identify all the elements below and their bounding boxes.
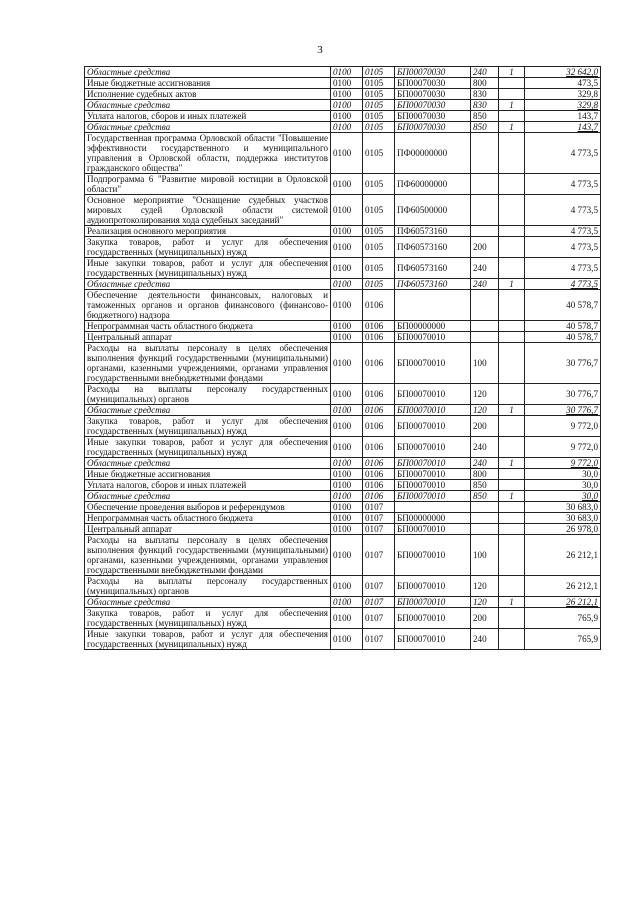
subsection-code-cell: 0107 [363,513,395,524]
expense-type-cell: 240 [471,279,499,290]
target-article-cell: БП00070030 [395,89,471,100]
amount-cell: 4 773,5 [525,258,601,279]
target-article-cell: БП00070010 [395,629,471,650]
table-row [85,469,601,480]
target-article-cell: БП00070010 [395,469,471,480]
row-name-cell: Иные закупки товаров, работ и услуг для обеспечения государственных (муниципальных) нужд [85,629,331,650]
amount-cell: 4 773,5 [525,195,601,226]
table-row [85,491,601,502]
row-name-cell: Уплата налогов, сборов и иных платежей [85,111,331,122]
funding-source-cell: 1 [499,100,525,111]
section-code-cell: 0100 [331,416,363,437]
funding-source-cell: 1 [499,597,525,608]
row-name-cell: Областные средства [85,122,331,133]
table-row [85,226,601,237]
funding-source-cell [499,513,525,524]
section-code-cell: 0100 [331,608,363,629]
row-name-cell: Расходы на выплаты персоналу государственных (муниципальных) органов [85,576,331,597]
table-row [85,89,601,100]
expense-type-cell [471,195,499,226]
expense-type-cell: 850 [471,491,499,502]
row-name-cell: Непрограммная часть областного бюджета [85,513,331,524]
section-code-cell: 0100 [331,437,363,458]
amount-cell: 32 642,0 [525,67,601,78]
expense-type-cell: 120 [471,405,499,416]
expense-type-cell: 850 [471,480,499,491]
funding-source-cell [499,195,525,226]
section-code-cell: 0100 [331,111,363,122]
subsection-code-cell: 0106 [363,343,395,384]
section-code-cell: 0100 [331,524,363,535]
subsection-code-cell: 0107 [363,576,395,597]
row-name-cell: Непрограммная часть областного бюджета [85,321,331,332]
table-row [85,290,601,321]
table-row [85,524,601,535]
table-row [85,279,601,290]
row-name-cell: Обеспечение проведения выборов и референдумов [85,502,331,513]
subsection-code-cell: 0105 [363,133,395,174]
row-name-cell: Уплата налогов, сборов и иных платежей [85,480,331,491]
section-code-cell: 0100 [331,458,363,469]
subsection-code-cell: 0105 [363,67,395,78]
target-article-cell: БП00070010 [395,480,471,491]
row-name-cell: Расходы на выплаты персоналу в целях обеспечения выполнения функций государственными (муниципальными) органами, казенными учреждениями, органами управления государственными внебюджетными фондами [85,343,331,384]
table-row [85,174,601,195]
row-name-cell: Иные бюджетные ассигнования [85,78,331,89]
table-row [85,597,601,608]
funding-source-cell: 1 [499,67,525,78]
amount-cell: 26 212,1 [525,597,601,608]
expense-type-cell [471,513,499,524]
funding-source-cell [499,524,525,535]
amount-cell: 329,8 [525,89,601,100]
amount-cell: 30 776,7 [525,405,601,416]
row-name-cell: Областные средства [85,597,331,608]
section-code-cell: 0100 [331,195,363,226]
subsection-code-cell: 0106 [363,384,395,405]
funding-source-cell [499,576,525,597]
subsection-code-cell: 0105 [363,237,395,258]
subsection-code-cell: 0106 [363,458,395,469]
subsection-code-cell: 0105 [363,258,395,279]
table-row [85,343,601,384]
target-article-cell: ПФ00000000 [395,133,471,174]
target-article-cell: БП00070030 [395,100,471,111]
funding-source-cell: 1 [499,122,525,133]
funding-source-cell [499,332,525,343]
table-row [85,608,601,629]
funding-source-cell [499,321,525,332]
section-code-cell: 0100 [331,78,363,89]
section-code-cell: 0100 [331,226,363,237]
row-name-cell: Расходы на выплаты персоналу государственных (муниципальных) органов [85,384,331,405]
subsection-code-cell: 0105 [363,111,395,122]
section-code-cell: 0100 [331,384,363,405]
table-row [85,502,601,513]
section-code-cell: 0100 [331,469,363,480]
target-article-cell: БП00070030 [395,122,471,133]
table-row [85,133,601,174]
row-name-cell: Областные средства [85,405,331,416]
expense-type-cell [471,226,499,237]
table-row [85,122,601,133]
expense-type-cell: 850 [471,122,499,133]
funding-source-cell: 1 [499,405,525,416]
row-name-cell: Областные средства [85,491,331,502]
subsection-code-cell: 0105 [363,174,395,195]
expense-type-cell [471,133,499,174]
funding-source-cell [499,384,525,405]
section-code-cell: 0100 [331,480,363,491]
section-code-cell: 0100 [331,405,363,416]
funding-source-cell [499,174,525,195]
table-row [85,78,601,89]
section-code-cell: 0100 [331,513,363,524]
row-name-cell: Подпрограмма 6 "Развитие мировой юстиции в Орловской области" [85,174,331,195]
subsection-code-cell: 0105 [363,78,395,89]
expense-type-cell [471,321,499,332]
subsection-code-cell: 0107 [363,535,395,576]
table-row [85,111,601,122]
target-article-cell: БП00070010 [395,535,471,576]
expense-type-cell [471,332,499,343]
table-row [85,100,601,111]
funding-source-cell [499,290,525,321]
target-article-cell: ПФ60573160 [395,279,471,290]
subsection-code-cell: 0105 [363,122,395,133]
row-name-cell: Основное мероприятие "Оснащение судебных участков мировых судей Орловской области системой аудиопротоколирования хода судебных заседаний" [85,195,331,226]
target-article-cell: ПФ60000000 [395,174,471,195]
target-article-cell: БП00070010 [395,332,471,343]
target-article-cell: БП00070010 [395,491,471,502]
target-article-cell: БП00070010 [395,597,471,608]
table-row [85,480,601,491]
expense-type-cell [471,174,499,195]
subsection-code-cell: 0106 [363,332,395,343]
target-article-cell: ПФ60573160 [395,226,471,237]
subsection-code-cell: 0106 [363,321,395,332]
table-row [85,332,601,343]
expense-type-cell [471,290,499,321]
row-name-cell: Реализация основного мероприятия [85,226,331,237]
table-row [85,195,601,226]
section-code-cell: 0100 [331,491,363,502]
table-row [85,405,601,416]
target-article-cell [395,290,471,321]
section-code-cell: 0100 [331,174,363,195]
target-article-cell: БП00070010 [395,343,471,384]
funding-source-cell [499,111,525,122]
target-article-cell: БП00000000 [395,513,471,524]
funding-source-cell: 1 [499,458,525,469]
expense-type-cell: 850 [471,111,499,122]
expense-type-cell [471,502,499,513]
table-row [85,384,601,405]
row-name-cell: Областные средства [85,67,331,78]
section-code-cell: 0100 [331,343,363,384]
row-name-cell: Исполнение судебных актов [85,89,331,100]
funding-source-cell [499,258,525,279]
expense-type-cell: 830 [471,89,499,100]
funding-source-cell [499,133,525,174]
funding-source-cell: 1 [499,491,525,502]
expense-type-cell: 240 [471,437,499,458]
amount-cell: 40 578,7 [525,290,601,321]
section-code-cell: 0100 [331,535,363,576]
subsection-code-cell: 0106 [363,405,395,416]
expense-type-cell: 120 [471,597,499,608]
target-article-cell: ПФ60573160 [395,258,471,279]
subsection-code-cell: 0105 [363,195,395,226]
funding-source-cell [499,343,525,384]
expense-type-cell: 240 [471,629,499,650]
amount-cell: 765,9 [525,608,601,629]
funding-source-cell [499,89,525,100]
amount-cell: 40 578,7 [525,332,601,343]
section-code-cell: 0100 [331,67,363,78]
section-code-cell: 0100 [331,122,363,133]
section-code-cell: 0100 [331,100,363,111]
amount-cell: 9 772,0 [525,416,601,437]
section-code-cell: 0100 [331,321,363,332]
budget-table [84,66,601,650]
expense-type-cell: 100 [471,535,499,576]
amount-cell: 40 578,7 [525,321,601,332]
section-code-cell: 0100 [331,576,363,597]
expense-type-cell: 200 [471,416,499,437]
row-name-cell: Областные средства [85,279,331,290]
section-code-cell: 0100 [331,133,363,174]
row-name-cell: Областные средства [85,100,331,111]
amount-cell: 30,0 [525,480,601,491]
row-name-cell: Закупка товаров, работ и услуг для обеспечения государственных (муниципальных) нужд [85,608,331,629]
funding-source-cell [499,437,525,458]
table-row [85,67,601,78]
table-body [85,67,601,650]
funding-source-cell [499,237,525,258]
amount-cell: 143,7 [525,111,601,122]
section-code-cell: 0100 [331,502,363,513]
amount-cell: 30,0 [525,491,601,502]
amount-cell: 9 772,0 [525,437,601,458]
row-name-cell: Центральный аппарат [85,524,331,535]
funding-source-cell [499,480,525,491]
funding-source-cell [499,608,525,629]
table-row [85,416,601,437]
table-row [85,321,601,332]
amount-cell: 4 773,5 [525,174,601,195]
expense-type-cell: 800 [471,78,499,89]
target-article-cell: БП00000000 [395,321,471,332]
subsection-code-cell: 0107 [363,502,395,513]
subsection-code-cell: 0107 [363,629,395,650]
section-code-cell: 0100 [331,258,363,279]
amount-cell: 30,0 [525,469,601,480]
section-code-cell: 0100 [331,597,363,608]
amount-cell: 26 978,0 [525,524,601,535]
subsection-code-cell: 0107 [363,608,395,629]
funding-source-cell: 1 [499,279,525,290]
table-row [85,629,601,650]
target-article-cell: БП00070010 [395,437,471,458]
expense-type-cell: 120 [471,576,499,597]
subsection-code-cell: 0106 [363,416,395,437]
funding-source-cell [499,416,525,437]
target-article-cell [395,502,471,513]
row-name-cell: Обеспечение деятельности финансовых, налоговых и таможенных органов и органов финансового (финансово-бюджетного) надзора [85,290,331,321]
funding-source-cell [499,78,525,89]
subsection-code-cell: 0106 [363,491,395,502]
expense-type-cell: 200 [471,608,499,629]
funding-source-cell [499,469,525,480]
section-code-cell: 0100 [331,237,363,258]
target-article-cell: БП00070030 [395,78,471,89]
funding-source-cell [499,226,525,237]
subsection-code-cell: 0107 [363,597,395,608]
expense-type-cell: 240 [471,258,499,279]
target-article-cell: БП00070010 [395,384,471,405]
target-article-cell: БП00070010 [395,524,471,535]
row-name-cell: Иные закупки товаров, работ и услуг для обеспечения государственных (муниципальных) нужд [85,437,331,458]
target-article-cell: БП00070010 [395,405,471,416]
amount-cell: 4 773,5 [525,133,601,174]
amount-cell: 4 773,5 [525,226,601,237]
table-row [85,458,601,469]
target-article-cell: БП00070030 [395,111,471,122]
amount-cell: 30 683,0 [525,502,601,513]
expense-type-cell: 830 [471,100,499,111]
funding-source-cell [499,535,525,576]
subsection-code-cell: 0105 [363,226,395,237]
subsection-code-cell: 0105 [363,89,395,100]
subsection-code-cell: 0105 [363,100,395,111]
amount-cell: 473,5 [525,78,601,89]
amount-cell: 4 773,5 [525,237,601,258]
subsection-code-cell: 0106 [363,480,395,491]
funding-source-cell [499,629,525,650]
target-article-cell: БП00070030 [395,67,471,78]
amount-cell: 143,7 [525,122,601,133]
subsection-code-cell: 0106 [363,290,395,321]
table-row [85,576,601,597]
amount-cell: 765,9 [525,629,601,650]
section-code-cell: 0100 [331,89,363,100]
amount-cell: 4 773,5 [525,279,601,290]
subsection-code-cell: 0106 [363,437,395,458]
amount-cell: 329,8 [525,100,601,111]
row-name-cell: Иные бюджетные ассигнования [85,469,331,480]
row-name-cell: Расходы на выплаты персоналу в целях обеспечения выполнения функций государственными (муниципальными) органами, казенными учреждениями, органами управления государственными внебюджетными фондами [85,535,331,576]
table-row [85,258,601,279]
row-name-cell: Закупка товаров, работ и услуг для обеспечения государственных (муниципальных) нужд [85,237,331,258]
row-name-cell: Закупка товаров, работ и услуг для обеспечения государственных (муниципальных) нужд [85,416,331,437]
section-code-cell: 0100 [331,279,363,290]
amount-cell: 26 212,1 [525,576,601,597]
row-name-cell: Иные закупки товаров, работ и услуг для обеспечения государственных (муниципальных) нужд [85,258,331,279]
funding-source-cell [499,502,525,513]
expense-type-cell: 120 [471,384,499,405]
section-code-cell: 0100 [331,629,363,650]
expense-type-cell: 100 [471,343,499,384]
table-row [85,237,601,258]
target-article-cell: БП00070010 [395,608,471,629]
amount-cell: 9 772,0 [525,458,601,469]
section-code-cell: 0100 [331,290,363,321]
row-name-cell: Областные средства [85,458,331,469]
amount-cell: 26 212,1 [525,535,601,576]
amount-cell: 30 776,7 [525,384,601,405]
table-row [85,535,601,576]
page-number: 3 [317,44,323,56]
subsection-code-cell: 0107 [363,524,395,535]
amount-cell: 30 683,0 [525,513,601,524]
table-row [85,437,601,458]
target-article-cell: ПФ60500000 [395,195,471,226]
expense-type-cell: 240 [471,458,499,469]
row-name-cell: Государственная программа Орловской области "Повышение эффективности государственного и муниципального управления в Орловской области, поддержка институтов гражданского общества" [85,133,331,174]
row-name-cell: Центральный аппарат [85,332,331,343]
target-article-cell: БП00070010 [395,416,471,437]
expense-type-cell: 200 [471,237,499,258]
target-article-cell: ПФ60573160 [395,237,471,258]
expense-type-cell: 240 [471,67,499,78]
target-article-cell: БП00070010 [395,576,471,597]
expense-type-cell [471,524,499,535]
subsection-code-cell: 0106 [363,469,395,480]
subsection-code-cell: 0105 [363,279,395,290]
target-article-cell: БП00070010 [395,458,471,469]
amount-cell: 30 776,7 [525,343,601,384]
section-code-cell: 0100 [331,332,363,343]
table-row [85,513,601,524]
expense-type-cell: 800 [471,469,499,480]
